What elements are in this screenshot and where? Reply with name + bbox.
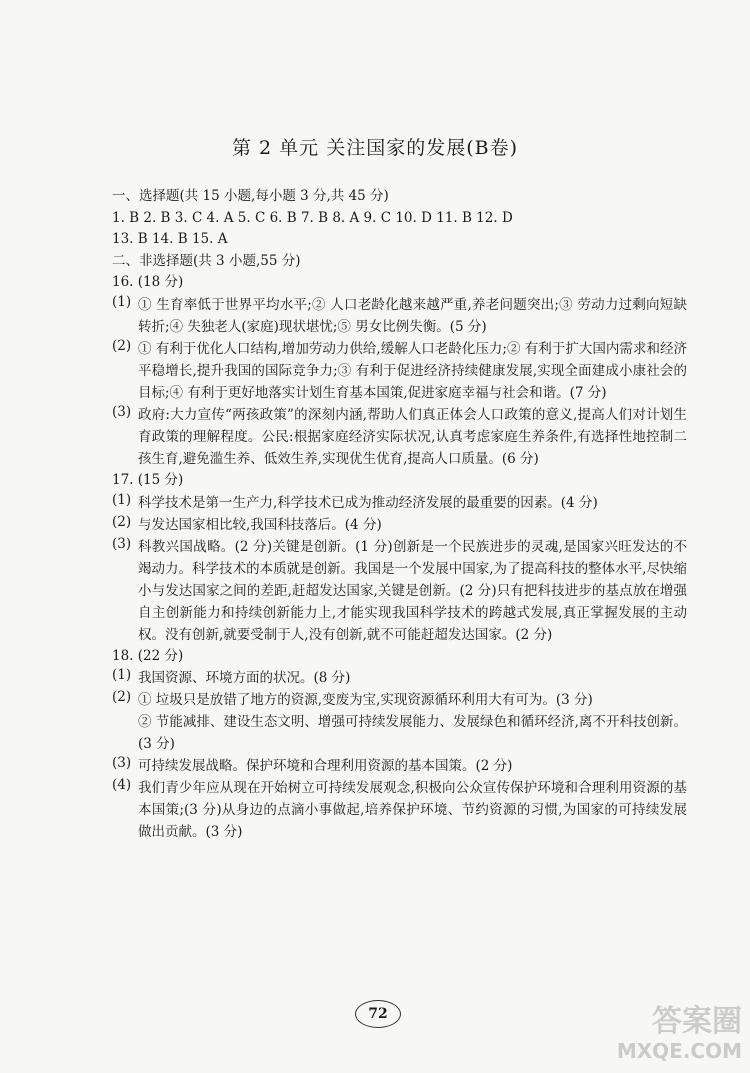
q18-part2a-text: ① 垃圾只是放错了地方的资源,变废为宝,实现资源循环利用大有可为。(3 分) [138,692,593,709]
q17-heading: 17. (15 分) [112,471,184,488]
q17-part2-label: (2) [112,513,132,530]
q16-part2 [112,338,687,404]
q18-part3-text: 可持续发展战略。保护环境和合理利用资源的基本国策。(2 分) [138,758,513,775]
watermark-text: 答案圈 [652,1004,742,1039]
q18-part4-label: (4) [112,777,132,794]
q18-part1-label: (1) [112,667,132,684]
q16-part3 [112,404,687,470]
q16-part3-label: (3) [112,403,132,420]
watermark-logo [582,1005,742,1065]
q17-part2 [112,514,687,536]
q18-part3 [112,755,687,777]
q18-part2-label: (2) [112,689,132,706]
answer-content [112,186,687,843]
watermark-url: MXQE.COM [616,1039,742,1063]
q16-heading: 16. (18 分) [112,274,184,291]
q18-part2 [112,689,687,755]
q18-part1-text: 我国资源、环境方面的状况。(8 分) [138,670,351,687]
q16-part1 [112,294,687,338]
q17-part2-text: 与发达国家相比较,我国科技落后。(4 分) [138,516,382,533]
q18-part3-label: (3) [112,755,132,772]
q18-part1 [112,667,687,689]
answers-line-2: 13. B 14. B 15. A [112,231,228,248]
section1-heading: 一、选择题(共 15 小题,每小题 3 分,共 45 分) [112,188,389,204]
q16-part3-text: 政府:大力宣传“两孩政策”的深刻内涵,帮助人们真正体会人口政策的意义,提高人们对计划生育政策的理解程度。公民:根据家庭经济实际状况,认真考虑家庭生养条件,有选择性地控制二孩生育,避免滥生养、低效生养,实现优生优育,提高人口质量。(6 分) [138,406,687,467]
page-number: 72 [355,1000,401,1028]
q16-part2-text: ① 有利于优化人口结构,增加劳动力供给,缓解人口老龄化压力;② 有利于扩大国内需求和经济平稳增长,提升我国的国际竞争力;③ 有利于促进经济持续健康发展,实现全面建成小康社会的目标;④ 有利于更好地落实计划生育基本国策,促进家庭幸福与社会和谐。(7 分) [138,340,687,401]
q18-part4 [112,777,687,843]
q18-part4-text: 我们青少年应从现在开始树立可持续发展观念,积极向公众宣传保护环境和合理利用资源的基本国策;(3 分)从身边的点滴小事做起,培养保护环境、节约资源的习惯,为国家的可持续发展做出贡献。(3 分) [138,780,687,841]
q17-part3-label: (3) [112,535,132,552]
q17-part1 [112,492,687,514]
q16-part2-label: (2) [112,337,132,354]
q17-part3-text: 科教兴国战略。(2 分)关键是创新。(1 分)创新是一个民族进步的灵魂,是国家兴旺发达的不竭动力。科学技术的本质就是创新。我国是一个发展中国家,为了提高科技的整体水平,尽快缩小与发达国家之间的差距,赶超发达国家,关键是创新。(2 分)只有把科技进步的基点放在增强自主创新能力和持续创新能力上,才能实现我国科学技术的跨越式发展,真正掌握发展的主动权。没有创新,就要受制于人,没有创新,就不可能赶超发达国家。(2 分) [138,538,687,643]
section2-heading: 二、非选择题(共 3 小题,55 分) [112,252,301,269]
q16-part1-label: (1) [112,293,132,310]
q18-heading: 18. (22 分) [112,647,184,664]
q17-part1-label: (1) [112,491,132,508]
answers-line-1: 1. B 2. B 3. C 4. A 5. C 6. B 7. B 8. A 9. C 10. D 11. B 12. D [112,209,513,226]
q18-part2b-text: ② 节能减排、建设生态文明、增强可持续发展能力、发展绿色和循环经济,离不开科技创新。(3 分) [138,714,687,753]
q17-part3 [112,536,687,646]
q17-part1-text: 科学技术是第一生产力,科学技术已成为推动经济发展的最重要的因素。(4 分) [138,494,598,511]
q16-part1-text: ① 生育率低于世界平均水平;② 人口老龄化越来越严重,养老问题突出;③ 劳动力过剩向短缺转折;④ 失独老人(家庭)现状堪忧;⑤ 男女比例失衡。(5 分) [138,296,687,335]
page-title: 第 2 单元 关注国家的发展(B卷) [232,137,518,159]
